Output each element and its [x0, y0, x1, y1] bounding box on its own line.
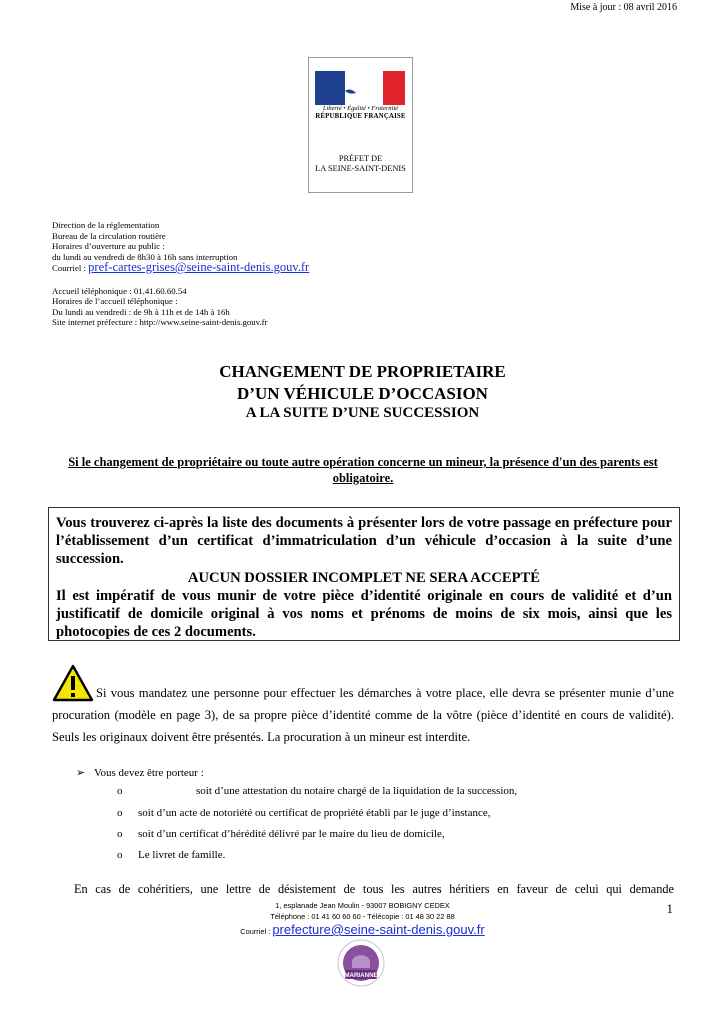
- prefecture-logo: [308, 57, 413, 193]
- documents-intro: Vous trouverez ci-après la liste des documents à présenter lors de votre passage en préfecture pour l’établissement d’un certificat d’immatriculation d’un véhicule d’occasion à la suite d’une succession.: [56, 515, 672, 568]
- update-date: Mise à jour : 08 avril 2016: [570, 2, 677, 13]
- arrow-bullet-icon: ➢: [76, 767, 86, 779]
- footer-mail-link[interactable]: prefecture@seine-saint-denis.gouv.fr: [272, 922, 485, 937]
- title-line-2: D’UN VÉHICULE D’OCCASION: [237, 384, 488, 403]
- list-item: [117, 849, 225, 861]
- list-item: [117, 785, 517, 797]
- contact-line: Du lundi au vendredi : de 9h à 11h et de 14h à 16h: [52, 306, 230, 317]
- logo-prefet-line1: PRÉFET DE: [338, 154, 383, 163]
- list-bullet: o: [117, 807, 123, 819]
- contact-line: Accueil téléphonique : 01.41.60.60.54: [52, 285, 187, 296]
- incomplete-warning: AUCUN DOSSIER INCOMPLET NE SERA ACCEPTÉ: [187, 569, 541, 586]
- contact-line: Horaires de l’accueil téléphonique :: [52, 296, 178, 306]
- marianne-profile-icon: [337, 71, 383, 105]
- contact-line: Direction de la réglementation: [52, 220, 160, 230]
- logo-prefet-line2: LA SEINE-SAINT-DENIS: [315, 164, 406, 173]
- list-item-text: soit d’une attestation du notaire chargé de la liquidation de la succession,: [196, 785, 518, 797]
- title-line-1: CHANGEMENT DE PROPRIETAIRE: [219, 362, 506, 381]
- contact-line: Bureau de la circulation routière: [52, 230, 166, 241]
- porteur-heading: [76, 766, 204, 779]
- contact-line: Horaires d’ouverture au public :: [52, 241, 165, 251]
- logo-republique: RÉPUBLIQUE FRANÇAISE: [315, 113, 406, 120]
- list-item-text: soit d’un certificat d’hérédité délivré par le maire du lieu de domicile,: [138, 828, 445, 840]
- footer-mail-label: Courriel :: [240, 927, 271, 936]
- list-item: [117, 828, 445, 840]
- coheritiers-paragraph: En cas de cohéritiers, une lettre de désistement de tous les autres héritiers en faveur de celui qui demande: [74, 882, 674, 896]
- contact-block: [52, 220, 309, 328]
- documents-box: [48, 507, 680, 641]
- list-bullet: o: [117, 828, 123, 840]
- footer-mail-line: [0, 922, 725, 937]
- logo-prefet: [315, 154, 406, 174]
- seal-text: MARIANNE: [344, 972, 378, 979]
- contact-line: Site internet préfecture : http://www.seine-saint-denis.gouv.fr: [52, 317, 268, 327]
- contact-mail-link[interactable]: pref-cartes-grises@seine-saint-denis.gouv.fr: [88, 260, 310, 274]
- porteur-label: Vous devez être porteur :: [94, 767, 204, 779]
- list-item-text: Le livret de famille.: [138, 849, 226, 861]
- footer-address: 1, esplanade Jean Moulin - 93007 BOBIGNY CEDEX: [275, 901, 450, 910]
- minor-notice: Si le changement de propriétaire ou toute autre opération concerne un mineur, la présence d'un des parents est obligatoire.: [68, 455, 658, 485]
- list-bullet: o: [117, 785, 123, 797]
- page-number: 1: [666, 901, 673, 916]
- marianne-seal-icon: [336, 938, 386, 988]
- title-line-3: A LA SUITE D’UNE SUCCESSION: [245, 405, 480, 421]
- mandate-paragraph: Si vous mandatez une personne pour effectuer les démarches à votre place, elle devra se présenter munie d’une procuration (modèle en page 3), de sa propre pièce d’identité comme de la vôtre (pièce d’identité en cours de validité). Seuls les originaux doivent être présentés. La procuration à un mineur est interdite.: [52, 686, 674, 744]
- list-item-text: soit d’un acte de notoriété ou certificat de propriété établi par le juge d’instance,: [138, 807, 491, 819]
- contact-mail-label: Courriel :: [52, 263, 86, 273]
- contact-line: du lundi au vendredi de 8h30 à 16h sans interruption: [52, 251, 238, 262]
- list-item: [117, 807, 490, 819]
- contact-mail-line: [52, 262, 309, 274]
- identity-requirement: Il est impératif de vous munir de votre pièce d’identité originale en cours de validité et d’un justificatif de domicile original à vos noms et prénoms de moins de six mois, ainsi que les photocopies de ces 2 documents.: [56, 587, 672, 641]
- list-bullet: o: [117, 849, 123, 861]
- logo-motto: Liberté • Égalité • Fraternité: [322, 105, 399, 112]
- footer-phone: Téléphone : 01 41 60 60 60 - Télécopie : 01 48 30 22 88: [270, 912, 455, 921]
